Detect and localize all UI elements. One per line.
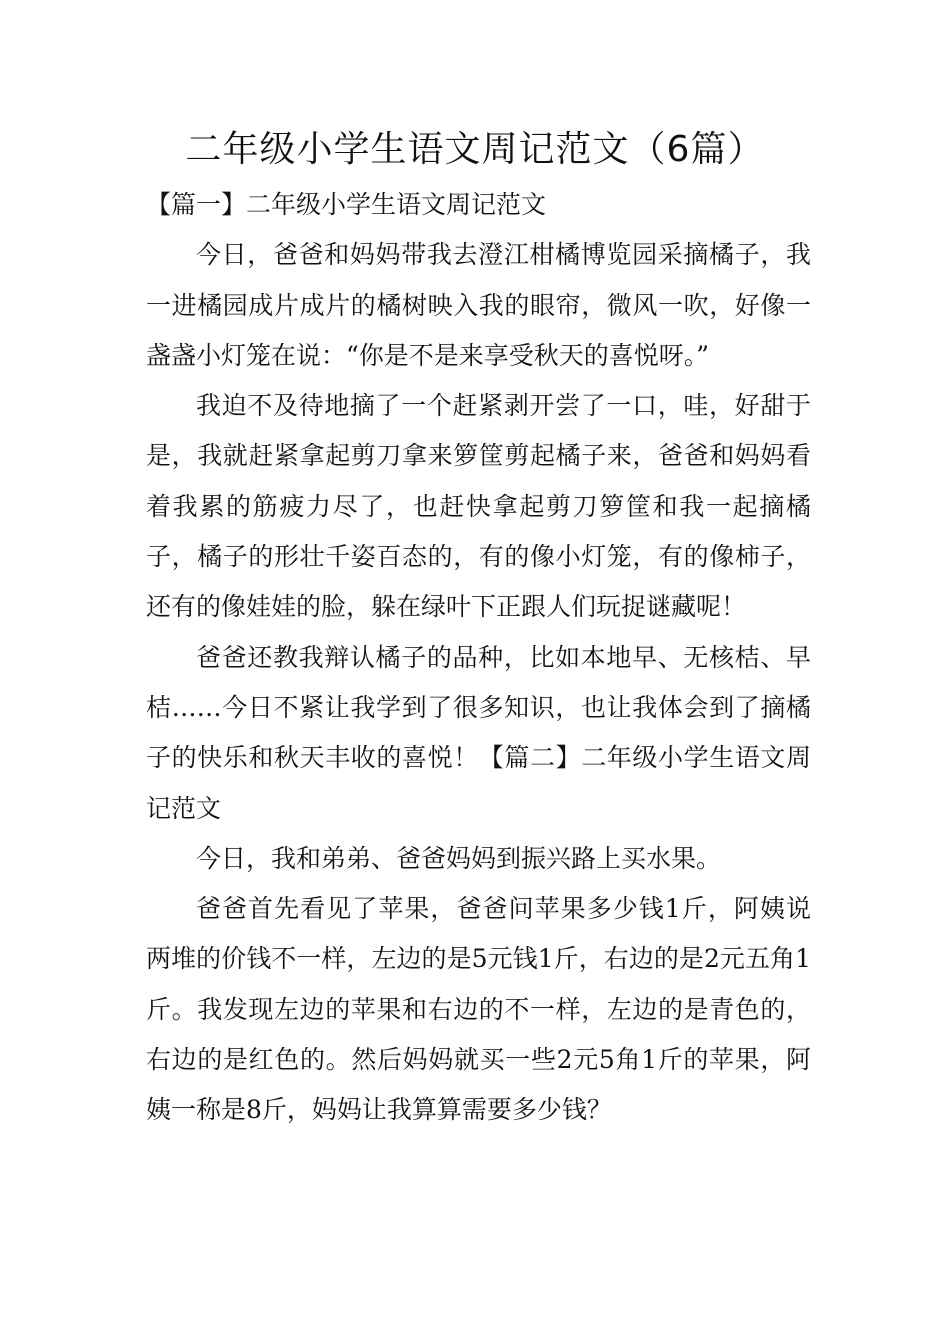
paragraph: 今日，爸爸和妈妈带我去澄江柑橘博览园采摘橘子，我一进橘园成片成片的橘树映入我的眼帘，微风一吹，好像一盏盏小灯笼在说：“你是不是来享受秋天的喜悦呀。” (146, 240, 811, 370)
document-body (146, 180, 811, 1136)
document-title: 二年级小学生语文周记范文（6篇） (185, 129, 765, 170)
section-heading: 【篇一】二年级小学生语文周记范文 (146, 190, 547, 219)
paragraph: 爸爸还教我辩认橘子的品种，比如本地早、无核桔、早桔……今日不紧让我学到了很多知识，也让我体会到了摘橘子的快乐和秋天丰收的喜悦！【篇二】二年级小学生语文周记范文 (146, 642, 811, 823)
paragraph: 今日，我和弟弟、爸爸妈妈到振兴路上买水果。 (196, 843, 722, 873)
paragraph: 我迫不及待地摘了一个赶紧剥开尝了一口，哇，好甜于是，我就赶紧拿起剪刀拿来箩筐剪起橘子来，爸爸和妈妈看着我累的筋疲力尽了，也赶快拿起剪刀箩筐和我一起摘橘子，橘子的形壮千姿百态的，有的像小灯笼，有的像柿子，还有的像娃娃的脸，躲在绿叶下正跟人们玩捉谜藏呢！ (146, 391, 811, 622)
paragraph: 爸爸首先看见了苹果，爸爸问苹果多少钱1斤，阿姨说两堆的价钱不一样，左边的是5元钱1斤，右边的是2元五角1斤。我发现左边的苹果和右边的不一样，左边的是青色的，右边的是红色的。然后妈妈就买一些2元5角1斤的苹果，阿姨一称是8斤，妈妈让我算算需要多少钱？ (146, 894, 811, 1125)
